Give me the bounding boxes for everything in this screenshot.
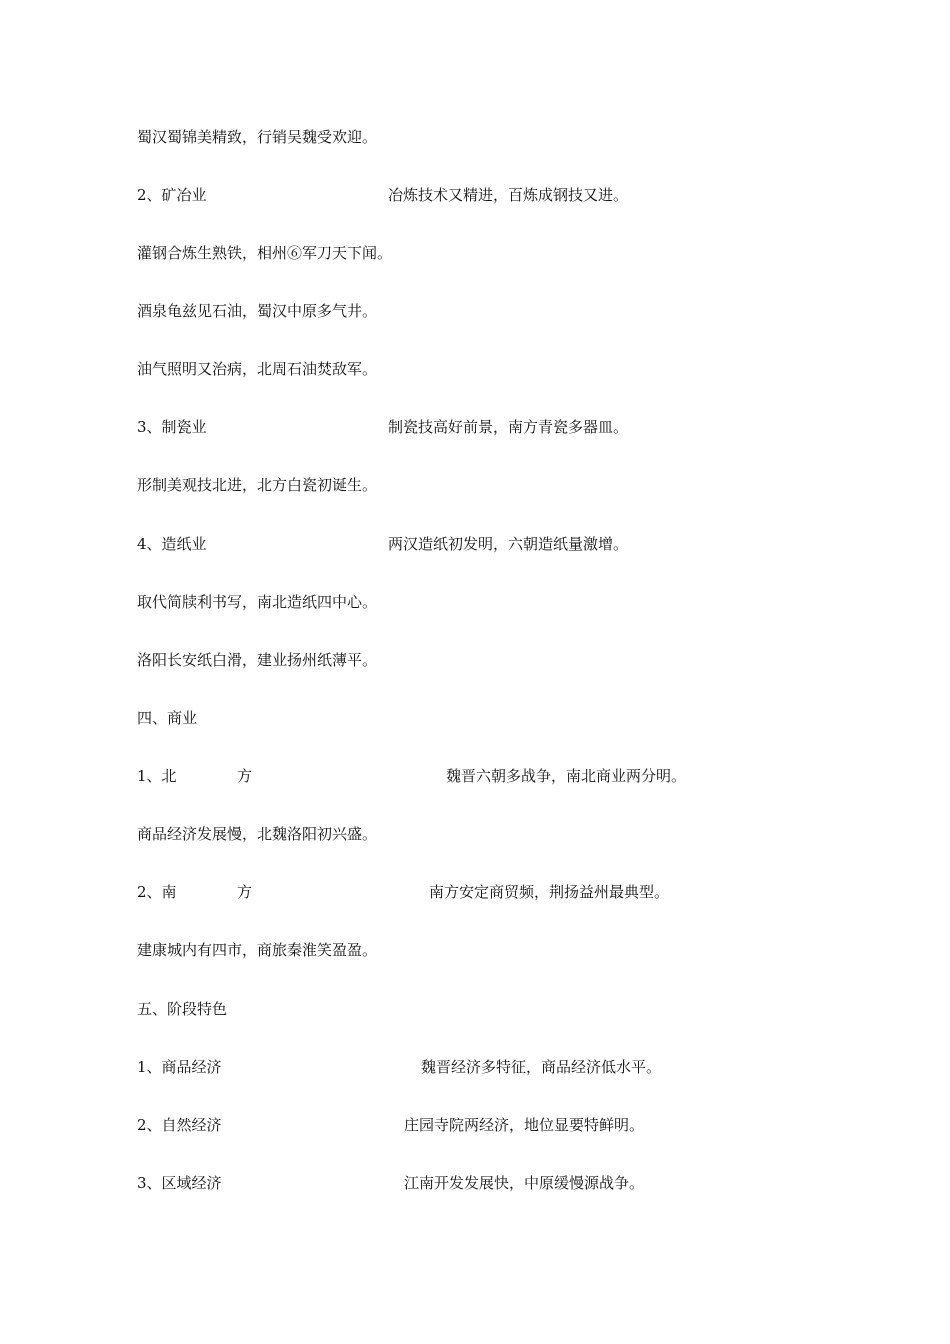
section-label-suffix: 方 [237, 883, 253, 901]
heading-text: 五、阶段特色 [137, 1000, 228, 1018]
line-text: 取代简牍利书写，南北造纸四中心。 [137, 593, 378, 611]
section-label: 2、自然经济 [137, 1116, 222, 1134]
paragraph-line [137, 590, 377, 614]
section-line-north [137, 764, 837, 788]
section-line-regional-economy [137, 1171, 837, 1195]
section-verse: 两汉造纸初发明，六朝造纸量激增。 [388, 535, 629, 553]
section-verse: 庄园寺院两经济，地位显要特鲜明。 [404, 1116, 645, 1134]
paragraph-line [137, 125, 377, 149]
section-verse: 魏晋六朝多战争，南北商业两分明。 [446, 767, 687, 785]
section-verse: 制瓷技高好前景，南方青瓷多器皿。 [388, 418, 629, 436]
section-line-natural-economy [137, 1113, 837, 1137]
section-label: 1、北 [137, 767, 177, 785]
section-line-commodity-economy [137, 1055, 837, 1079]
section-verse: 江南开发发展快，中原缓慢源战争。 [404, 1174, 645, 1192]
section-verse: 南方安定商贸频，荆扬益州最典型。 [429, 883, 670, 901]
line-text: 油气照明又治病，北周石油焚敌军。 [137, 360, 378, 378]
line-text: 商品经济发展慢，北魏洛阳初兴盛。 [137, 825, 378, 843]
heading-text: 四、商业 [137, 709, 198, 727]
line-text: 蜀汉蜀锦美精致，行销吴魏受欢迎。 [137, 128, 378, 146]
paragraph-line [137, 357, 377, 381]
section-line-mining [137, 183, 797, 207]
section-line-south [137, 880, 837, 904]
line-text: 形制美观技北进，北方白瓷初诞生。 [137, 476, 378, 494]
section-verse: 魏晋经济多特征，商品经济低水平。 [421, 1058, 662, 1076]
section-verse: 冶炼技术又精进，百炼成钢技又进。 [388, 186, 629, 204]
section-label: 1、商品经济 [137, 1058, 222, 1076]
section-label: 4、造纸业 [137, 535, 207, 553]
heading-stage-features [137, 997, 227, 1021]
heading-commerce [137, 706, 197, 730]
paragraph-line [137, 938, 377, 962]
line-text: 洛阳长安纸白滑，建业扬州纸薄平。 [137, 651, 378, 669]
section-line-porcelain [137, 415, 797, 439]
section-label: 2、南 [137, 883, 177, 901]
section-label: 3、区域经济 [137, 1174, 222, 1192]
section-line-paper [137, 532, 797, 556]
line-text: 酒泉龟兹见石油，蜀汉中原多气井。 [137, 302, 378, 320]
paragraph-line [137, 299, 377, 323]
section-label-suffix: 方 [237, 767, 253, 785]
line-text: 建康城内有四市，商旅秦淮笑盈盈。 [137, 941, 378, 959]
paragraph-line [137, 648, 377, 672]
paragraph-line [137, 241, 392, 265]
line-text: 灌钢合炼生熟铁，相州⑥军刀天下闻。 [137, 244, 393, 262]
section-label: 3、制瓷业 [137, 418, 207, 436]
section-label: 2、矿冶业 [137, 186, 207, 204]
paragraph-line [137, 822, 377, 846]
paragraph-line [137, 473, 377, 497]
